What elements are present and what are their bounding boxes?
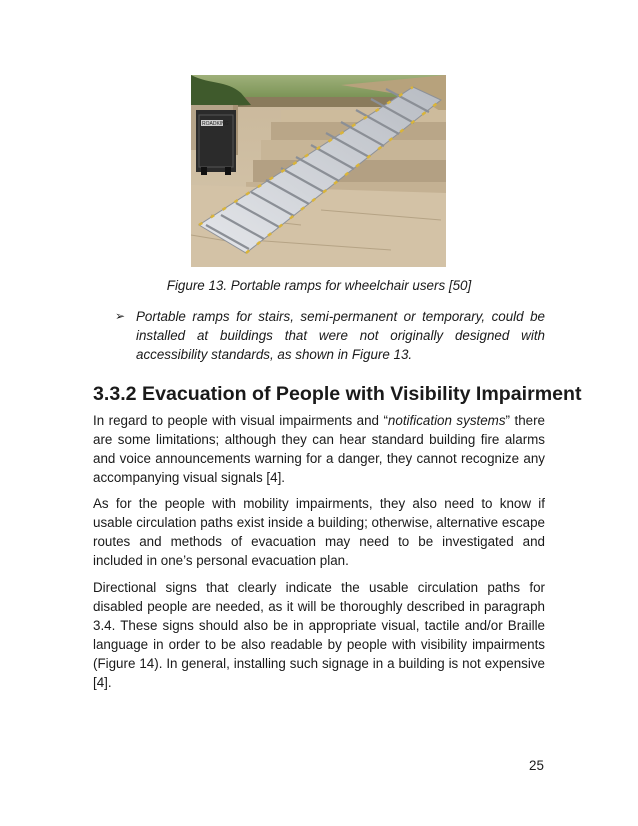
bullet-item (115, 307, 545, 364)
bullet-text: Portable ramps for stairs, semi-permanent or temporary, could be installed at buildings that were not originally designed with accessibility standards, as shown in Figure 13. (136, 309, 545, 362)
section-heading: 3.3.2 Evacuation of People with Visibility Impairment (93, 383, 582, 405)
paragraph-2: As for the people with mobility impairments, they also need to know if usable circulation paths exist inside a building; otherwise, alternative escape routes and methods of evacuation may need to be investigated and included in one’s personal evacuation plan. (93, 496, 545, 568)
arrow-bullet-icon: ➢ (115, 309, 126, 323)
paragraph-1-end: ” there are some limitations; although they can hear standard building fire alarms and voice announcements warning for a danger, they cannot recognize any accompanying visual signals [4]. (93, 413, 545, 485)
page-number: 25 (529, 758, 544, 773)
paragraph-1-start: In regard to people with visual impairments and “ (93, 413, 388, 428)
case-label: ROADKING (202, 121, 229, 127)
paragraph-3: Directional signs that clearly indicate the usable circulation paths for disabled people are needed, as it will be thoroughly described in paragraph 3.4. These signs should also be in appropriate visual, tactile and/or Braille language in order to be also readable by people with visibility impairments (Figure 14). In general, installing such signage in a building is not expensive [4]. (93, 580, 545, 690)
figure-caption: Figure 13. Portable ramps for wheelchair users [50] (166, 278, 472, 293)
paragraph-1-emphasis: notification systems (387, 413, 506, 428)
ramp-photo (191, 75, 446, 267)
paragraph-1 (93, 411, 545, 487)
